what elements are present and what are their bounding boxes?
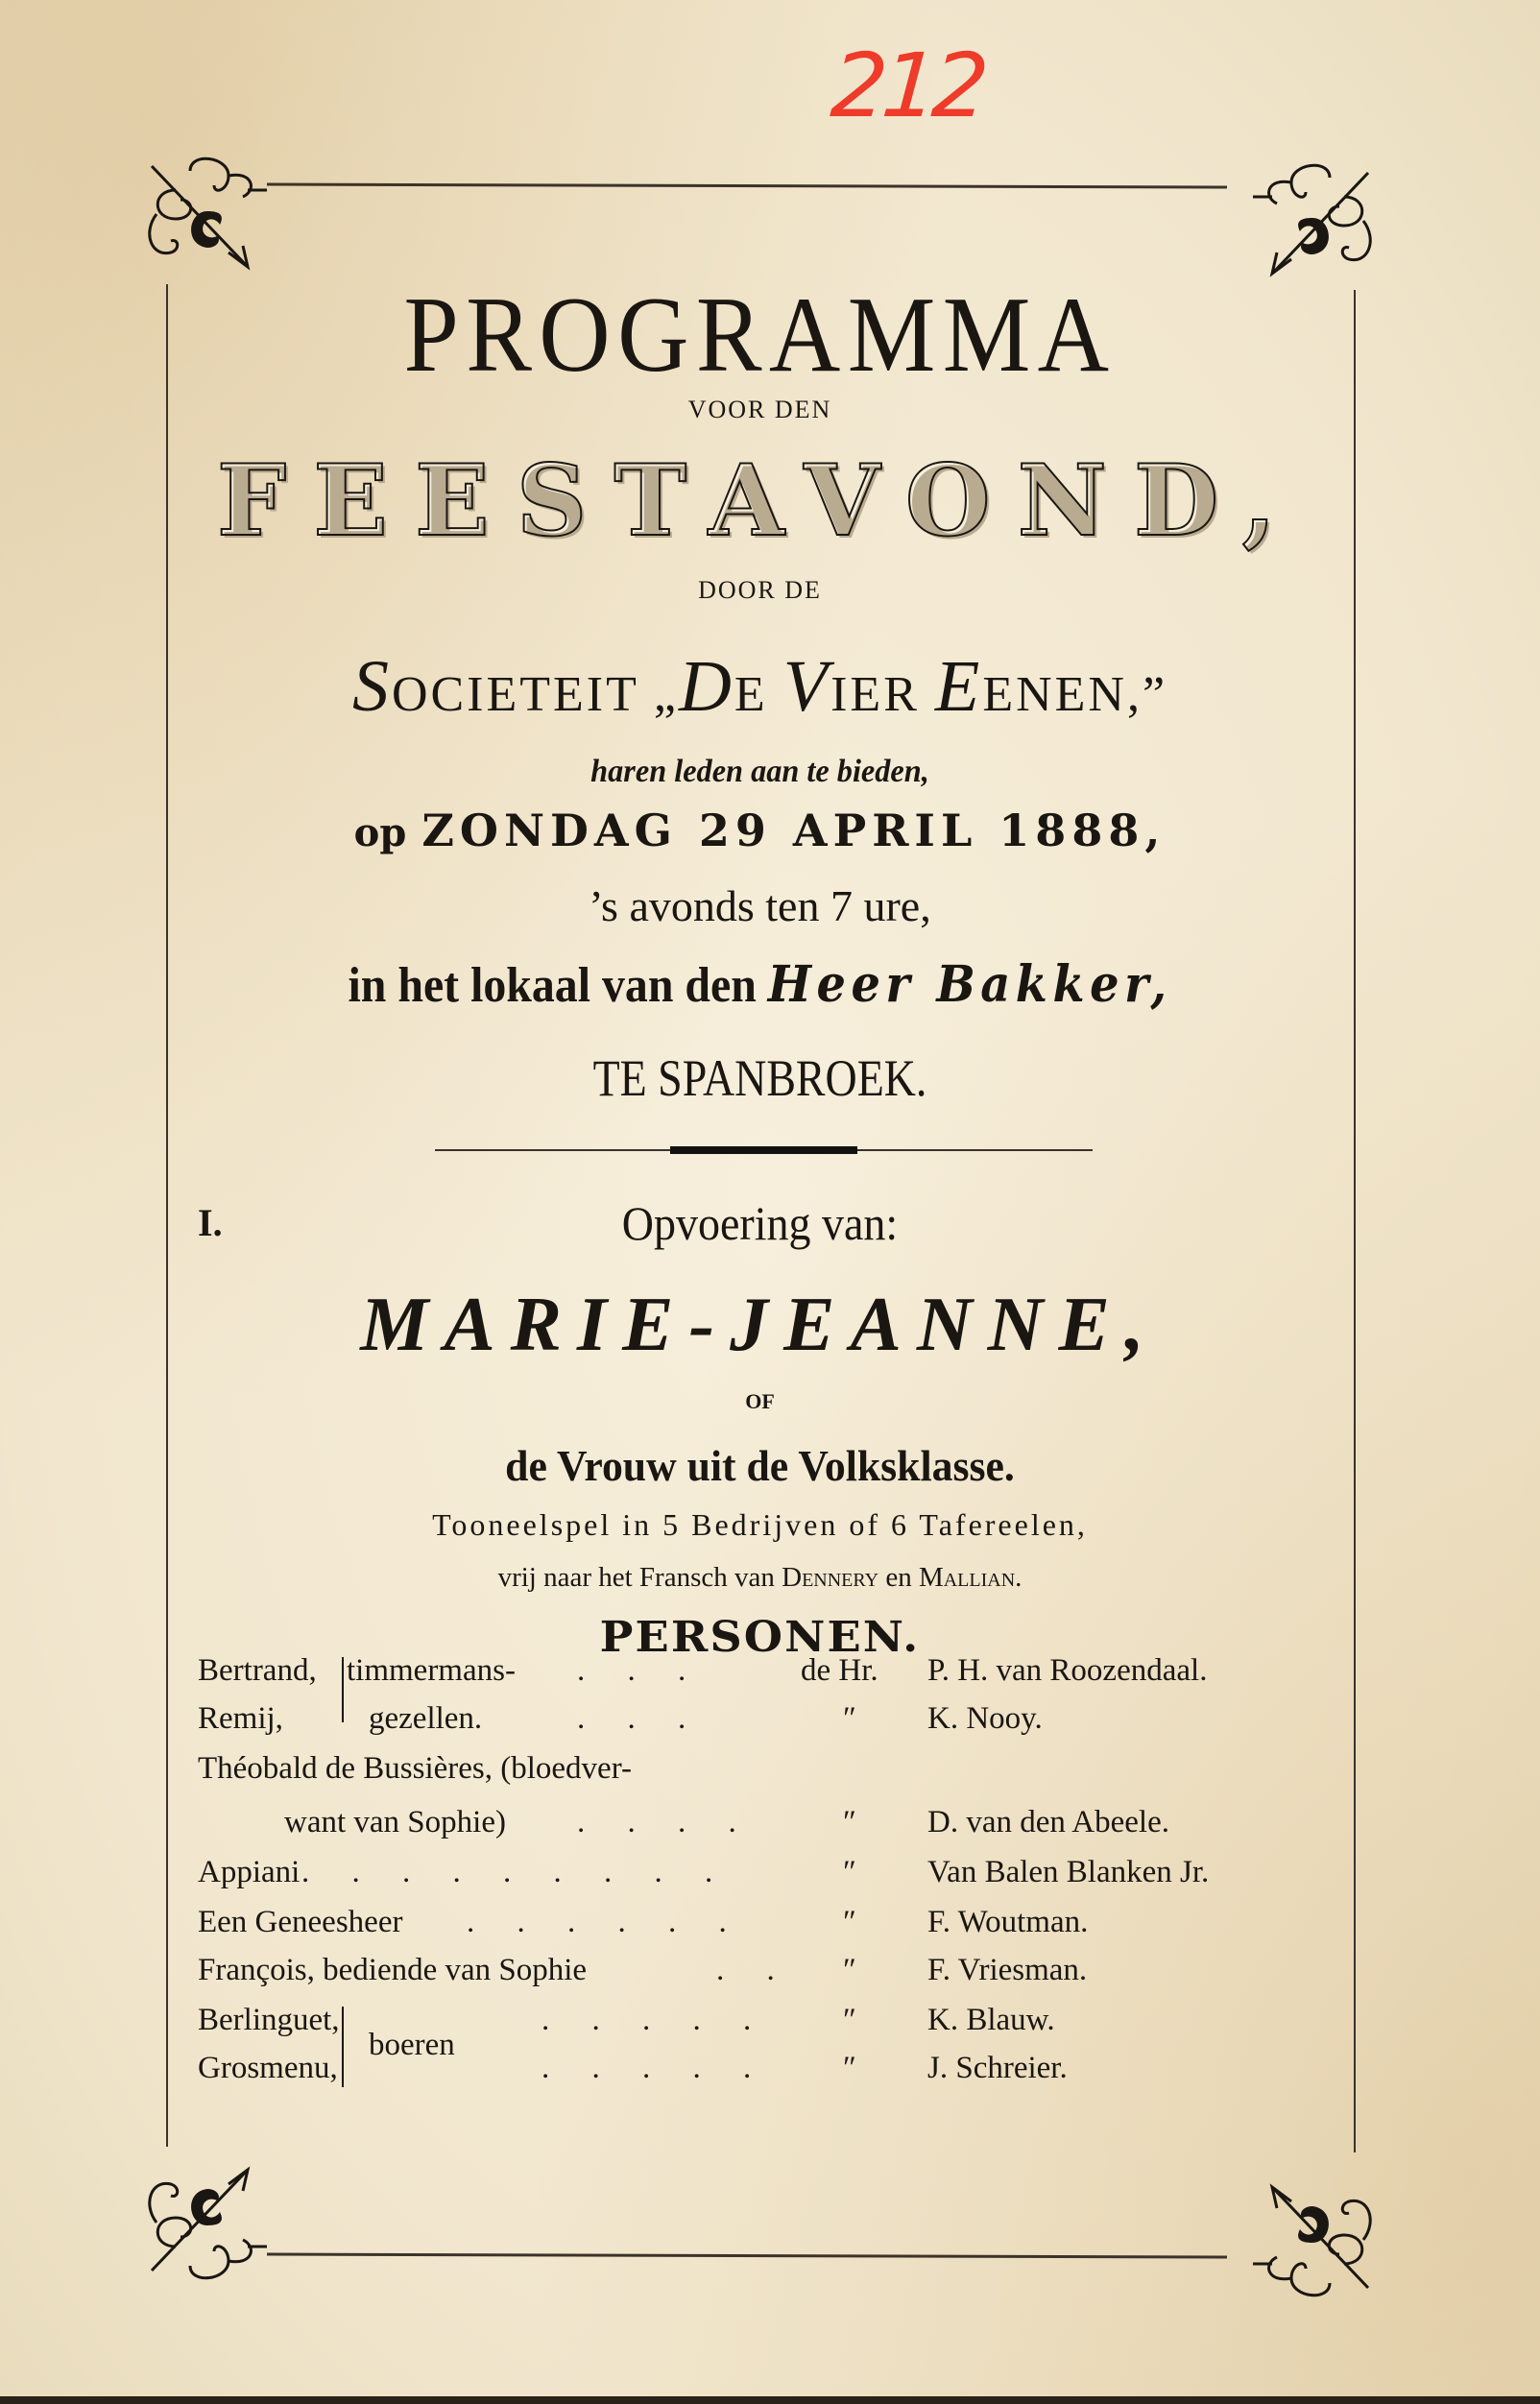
corner-ornament-top-left-icon [132, 152, 267, 286]
frame-top-line [267, 183, 1227, 189]
corner-ornament-top-right-icon [1253, 158, 1387, 293]
door-de-label: DOOR DE [698, 576, 822, 604]
frame-left-line [166, 284, 168, 2147]
play-source: vrij naar het Fransch van Dennery en Mallian. [497, 1562, 1023, 1593]
section-divider [435, 1148, 1093, 1152]
play-subtitle: de Vrouw uit de Volksklasse. [505, 1441, 1015, 1490]
group-label-boeren: boeren [369, 2028, 455, 2062]
event-location: in het lokaal van den Heer Bakker, [348, 955, 1172, 1014]
event-title: FEESTAVOND, [216, 444, 1304, 559]
frame-bottom-line [267, 2253, 1227, 2259]
section-number: I. [198, 1201, 223, 1244]
handwritten-page-number: 212 [828, 35, 987, 137]
program-title: PROGRAMMA [403, 276, 1117, 395]
play-title: MARIE-JEANNE, [360, 1283, 1160, 1367]
event-time: ’s avonds ten 7 ure, [589, 881, 931, 930]
or-label: OF [745, 1389, 775, 1413]
voor-den-label: VOOR DEN [687, 396, 832, 423]
program-page: 212 PROGRAMMA VOOR DEN FEESTAVOND, DOOR DE SOCIETEIT „DE VIER EENEN,” haren leden aan te bieden, op ZONDAG 29 APRIL 1888, ’s avonds ten 7 ure, in het lokaal van den Heer Bakker, TE SPANBROEK. I. Opvoering van: MARIE-JEANNE, OF de Vrouw uit de Volksklasse. Tooneelspel in 5 Bedrijven of 6 Tafereelen, vrij naar het Fransch van Dennery en Mallian. PERSONEN. Bertrand, timmermans- . . . de Hr. P. H. van Roozendaal. Remij, gezellen. . . . ″ K. Nooy. Théobald de Bussières, (bloedver- want van Sophie) . . . . ″ D. van den Abeele. Appiani . . . . . . . . . ″ Van Balen Blanken Jr. Een Geneesheer . . . . . . ″ F. Woutman. François, bediende van Sophie . . ″ F. Vriesman. Berlinguet, . . . . . ″ K. Blauw. boeren Grosmenu, . . . . . ″ J. Schreier. [0, 0, 1540, 2404]
frame-right-line [1354, 290, 1356, 2152]
society-name: SOCIETEIT „DE VIER EENEN,” [351, 646, 1168, 727]
corner-ornament-bottom-left-icon [132, 2151, 267, 2285]
event-town: TE SPANBROEK. [592, 1049, 927, 1107]
corner-ornament-bottom-right-icon [1253, 2168, 1387, 2302]
event-date: op ZONDAG 29 APRIL 1888, [353, 805, 1167, 856]
cast-heading: PERSONEN. [599, 1613, 921, 1662]
scan-bottom-edge [0, 2396, 1540, 2404]
group-brace [342, 1657, 348, 1722]
section-intro: Opvoering van: [621, 1196, 899, 1250]
offer-line: haren leden aan te bieden, [590, 754, 929, 789]
play-genre: Tooneelspel in 5 Bedrijven of 6 Tafereelen, [432, 1507, 1088, 1542]
group-brace [342, 2007, 348, 2087]
